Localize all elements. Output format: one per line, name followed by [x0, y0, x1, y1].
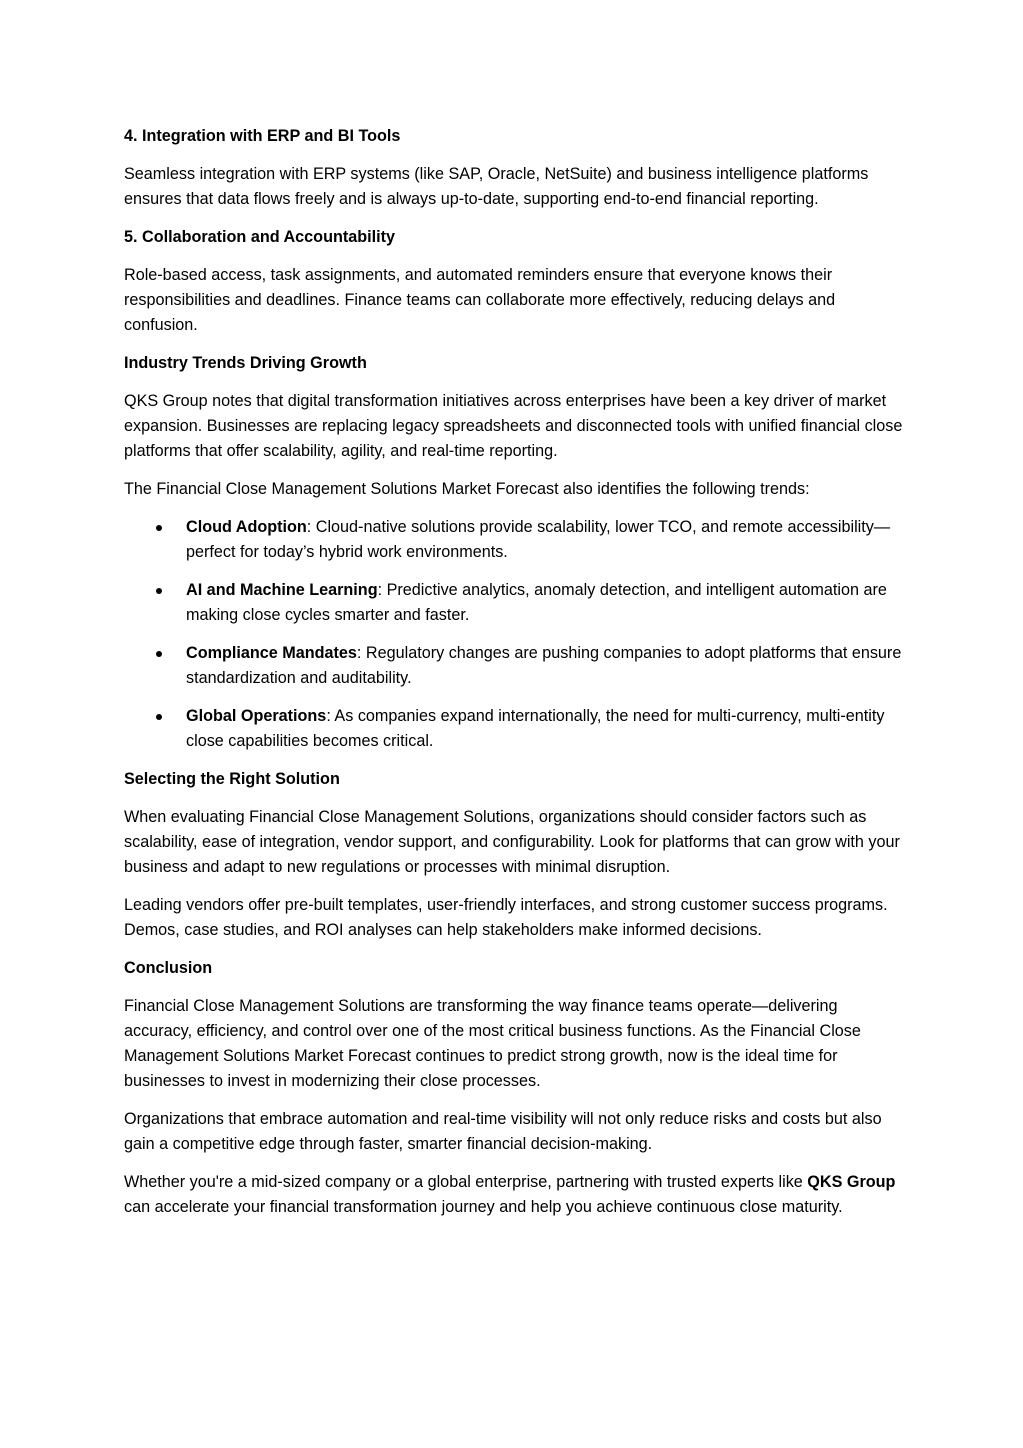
paragraph-conclusion-1: Financial Close Management Solutions are transforming the way finance teams operate—delivering accuracy, efficiency, and control over one of the most critical business functions. As the Financial Close Management Solutions Market Forecast continues to predict strong growth, now is the ideal time for businesses to invest in modernizing their close processes.	[124, 997, 861, 1090]
brand-name: QKS Group	[807, 1173, 896, 1191]
paragraph-selecting-2: Leading vendors offer pre-built templates, user-friendly interfaces, and strong customer success programs. Demos, case studies, and ROI analyses can help stakeholders make informed decisions.	[124, 896, 888, 939]
bullet-icon	[156, 714, 162, 720]
bullet-icon	[156, 525, 162, 531]
section-heading-selecting: Selecting the Right Solution	[124, 770, 340, 788]
paragraph-conclusion-3	[124, 1170, 903, 1220]
section-heading-collaboration: 5. Collaboration and Accountability	[124, 228, 396, 246]
paragraph-selecting-1: When evaluating Financial Close Management Solutions, organizations should consider factors such as scalability, ease of integration, vendor support, and configurability. Look for platforms that can grow with your business and adapt to new regulations or processes with minimal disruption.	[124, 808, 900, 876]
list-item-text: : As companies expand internationally, the need for multi-currency, multi-entity close capabilities becomes critical.	[186, 707, 885, 750]
list-item	[124, 515, 903, 565]
section-heading-conclusion: Conclusion	[124, 959, 213, 977]
list-item	[124, 578, 903, 628]
list-item	[124, 704, 903, 754]
list-item-text: : Cloud-native solutions provide scalability, lower TCO, and remote accessibility—perfect for today’s hybrid work environments.	[186, 518, 891, 561]
section-heading-industry-trends: Industry Trends Driving Growth	[124, 354, 367, 372]
list-item-title: Cloud Adoption	[186, 518, 307, 536]
trends-list	[124, 515, 903, 754]
paragraph-trends-intro: QKS Group notes that digital transformation initiatives across enterprises have been a key driver of market expansion. Businesses are replacing legacy spreadsheets and disconnected tools with unified financial close platforms that offer scalability, agility, and real-time reporting.	[124, 392, 903, 460]
paragraph-conclusion-2: Organizations that embrace automation and real-time visibility will not only reduce risks and costs but also gain a competitive edge through faster, smarter financial decision-making.	[124, 1110, 882, 1153]
list-item-text: : Predictive analytics, anomaly detection, and intelligent automation are making close cycles smarter and faster.	[186, 581, 887, 624]
list-item-title: AI and Machine Learning	[186, 581, 378, 599]
section-heading-erp-bi: 4. Integration with ERP and BI Tools	[124, 127, 401, 145]
paragraph-trends-lead: The Financial Close Management Solutions Market Forecast also identifies the following trends:	[124, 480, 810, 498]
list-item	[124, 641, 903, 691]
list-item-title: Global Operations	[186, 707, 327, 725]
bullet-icon	[156, 651, 162, 657]
bullet-icon	[156, 588, 162, 594]
paragraph-erp-bi: Seamless integration with ERP systems (like SAP, Oracle, NetSuite) and business intelligence platforms ensures that data flows freely and is always up-to-date, supporting end-to-end financial reporting.	[124, 165, 869, 208]
paragraph-collaboration: Role-based access, task assignments, and automated reminders ensure that everyone knows their responsibilities and deadlines. Finance teams can collaborate more effectively, reducing delays and confusion.	[124, 266, 836, 334]
list-item-title: Compliance Mandates	[186, 644, 357, 662]
list-item-text: : Regulatory changes are pushing companies to adopt platforms that ensure standardization and auditability.	[186, 644, 902, 687]
conclusion-text-end: can accelerate your financial transformation journey and help you achieve continuous close maturity.	[124, 1198, 843, 1216]
conclusion-text-start: Whether you're a mid-sized company or a global enterprise, partnering with trusted experts like	[124, 1173, 808, 1191]
